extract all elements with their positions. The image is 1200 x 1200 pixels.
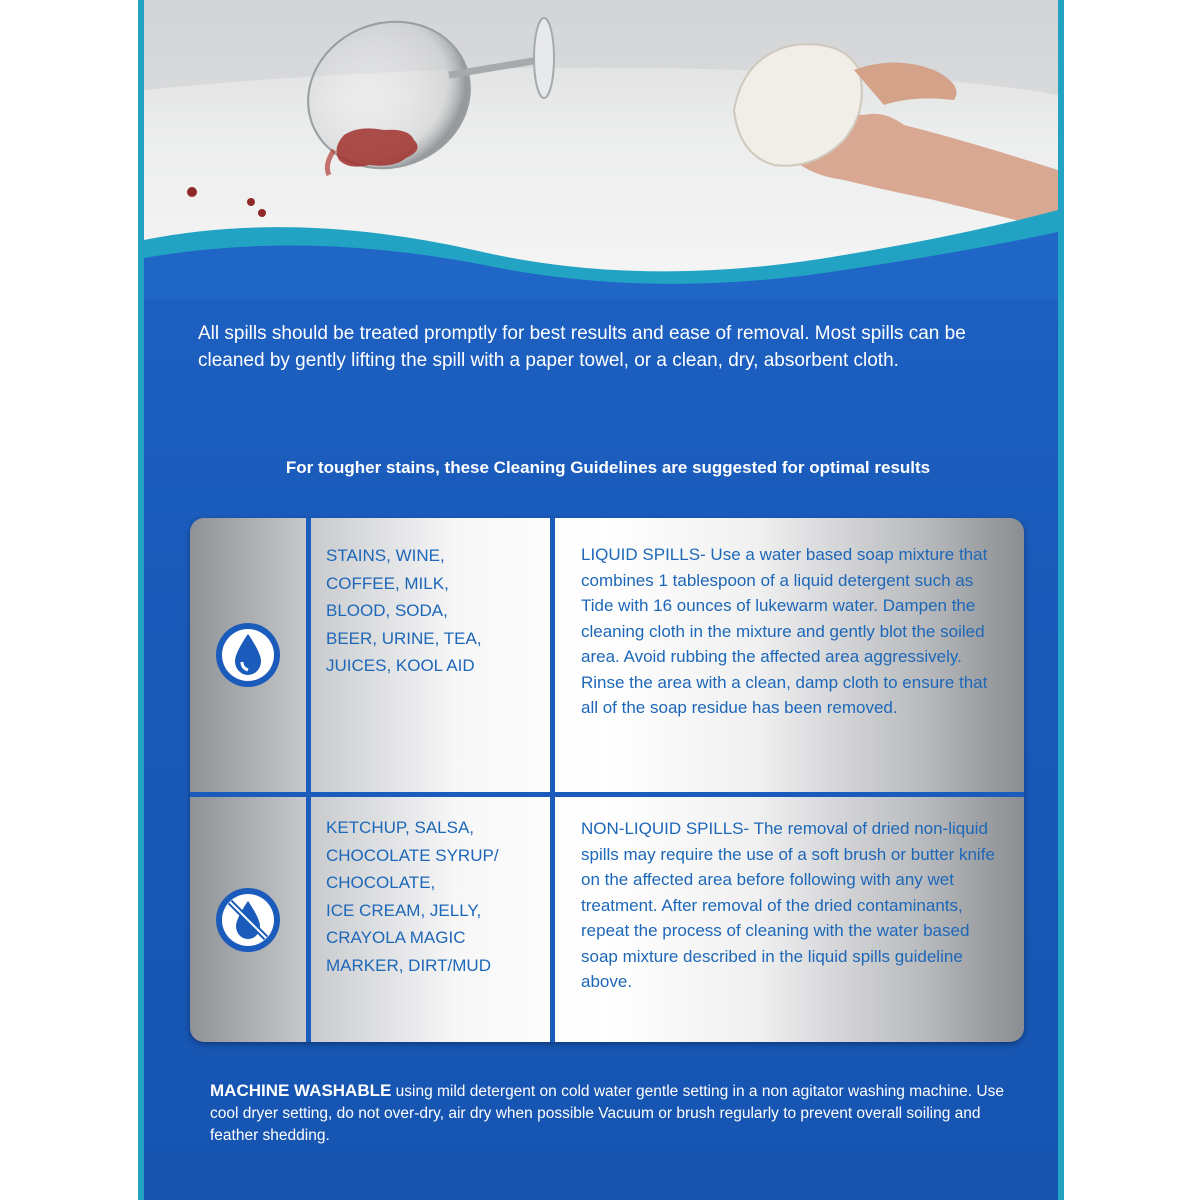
column-divider: [550, 518, 555, 1042]
stain-item: COFFEE, MILK,: [326, 573, 449, 593]
row-divider: [190, 792, 1024, 797]
care-card: [138, 0, 1064, 1200]
non-liquid-spills-instructions: NON-LIQUID SPILLS- The removal of dried non-liquid spills may require the use of a soft brush or butter knife on the affected area before following with any wet treatment. After removal of the dried contaminants, repeat the process of cleaning with the water based soap mixture described in the liquid spills guideline above.: [581, 819, 995, 991]
intro-text: All spills should be treated promptly for best results and ease of removal. Most spills can be cleaned by gently lifting the spill with a paper towel, or a clean, dry, absorbent cloth.: [198, 323, 966, 371]
non-liquid-stains-list: [326, 814, 526, 979]
stain-item: JUICES, KOOL AID: [326, 656, 475, 675]
stain-item: CRAYOLA MAGIC: [326, 928, 466, 947]
liquid-icon-cell: [190, 518, 306, 792]
stain-item: STAINS, WINE,: [326, 546, 445, 565]
stain-item: BLOOD, SODA,: [326, 601, 448, 620]
machine-washable-text: using mild detergent on cold water gentle setting in a non agitator washing machine. Use cool dryer setting, do not over-dry, air dry when possible Vacuum or brush regularly to prevent overall soiling and feather shedding.: [210, 1083, 1004, 1144]
column-divider: [306, 518, 311, 1042]
stain-item: ICE CREAM, JELLY,: [326, 900, 482, 920]
guidelines-subheading: For tougher stains, these Cleaning Guidelines are suggested for optimal results: [285, 458, 931, 477]
water-drop-icon: [213, 620, 283, 690]
machine-washable-lead: MACHINE WASHABLE: [210, 1081, 392, 1100]
stain-item: CHOCOLATE SYRUP/: [326, 845, 499, 865]
liquid-spills-instructions: LIQUID SPILLS- Use a water based soap mixture that combines 1 tablespoon of a liquid detergent such as Tide with 16 ounces of lukewarm water. Dampen the cleaning cloth in the mixture and gently blot the soiled area. Avoid rubbing the affected area aggressively. Rinse the area with a clean, damp cloth to ensure that all of the soap residue has been removed.: [581, 545, 988, 717]
cleaning-guidelines-table: [190, 518, 1024, 1042]
stain-item: KETCHUP, SALSA,: [326, 818, 475, 837]
stain-item: MARKER, DIRT/MUD: [326, 955, 491, 975]
non-liquid-icon-cell: [190, 797, 306, 1042]
stain-item: BEER, URINE, TEA,: [326, 628, 482, 648]
liquid-stains-list: [326, 542, 526, 680]
machine-washable-note: [210, 1080, 1010, 1147]
spill-photo: [144, 0, 1058, 300]
stain-item: CHOCOLATE,: [326, 873, 436, 892]
no-water-drop-icon: [213, 885, 283, 955]
